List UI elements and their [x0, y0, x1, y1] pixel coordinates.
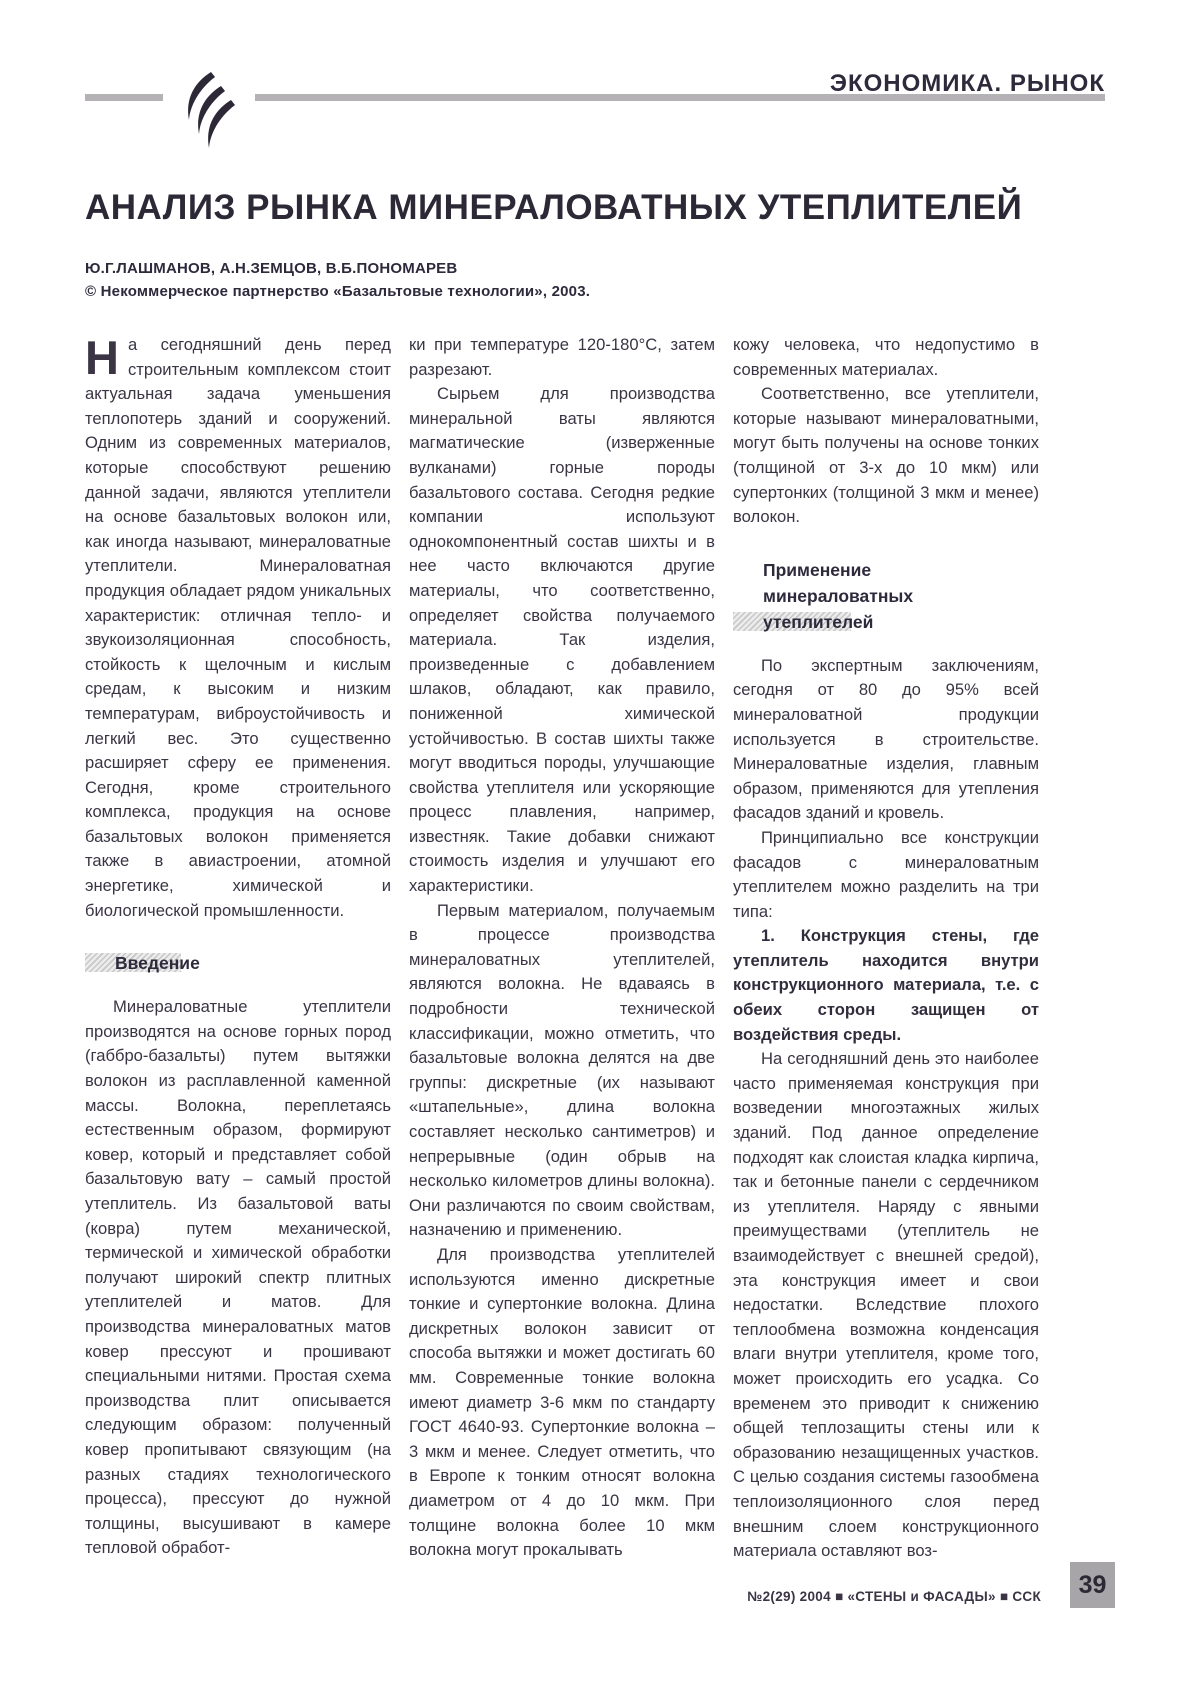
paragraph: Для производства утеплителей используются именно дискретные тонкие и супертонкие волокна. Длина дискретных волокон зависит от способа вытяжки и может достигать 60 мм. Современные тонкие волокна имеют диаметр 3-6 мкм по стандарту ГОСТ 4640-93. Супертонкие волокна – 3 мкм и менее. Следует отметить, что в Европе к тонким относят волокна диаметром от 4 до 10 мкм. При толщине волокна более 10 мкм волокна могут прокалывать — [409, 1244, 715, 1560]
paragraph-text: а сегодняшний день перед строительным комплексом стоит актуальная задача уменьшения теплопотерь зданий и сооружений. Одним из современных материалов, которые способствуют решению данной задачи, являются утеплители на основе базальтовых волокон или, как иногда называют, минераловатные утеплители. Минераловатная продукция обладает рядом уникальных характеристик: отличная тепло- и звукоизоляционная способность, стойкость к щелочным и кислым средам, к высоким и низким температурам, виброустойчивость и легкий вес. Это существенно расширяет сферу ее применения. Сегодня, кроме строительного комплекса, продукция на основе базальтовых волокон применяется также в авиастроении, атомной энергетике, химической и биологической промышленности. — [85, 335, 391, 920]
authors-line: Ю.Г.ЛАШМАНОВ, А.Н.ЗЕМЦОВ, В.Б.ПОНОМАРЕВ — [85, 260, 458, 277]
column-2 — [409, 333, 715, 1564]
paragraph: Соответственно, все утеплители, которые называют минераловатными, могут быть получены на основе тонких (толщиной от 3-х до 10 мкм) или супертонких (толщиной 3 мкм и менее) волокон. — [733, 384, 1039, 527]
section-label: ЭКОНОМИКА. РЫНОК — [829, 70, 1105, 97]
publisher-logo — [163, 70, 255, 180]
paragraph — [85, 333, 391, 923]
paragraph: кожу человека, что недопустимо в современных материалах. — [733, 335, 1039, 379]
paragraph: На сегодняшний день это наиболее часто применяемая конструкция при возведении многоэтажных жилых зданий. Под данное определение подходят как слоистая кладка кирпича, так и бетонные панели с сердечником из утеплителя. Наряду с явными преимуществами (утеплитель не взаимодействует с внешней средой), эта конструкция имеет и свои недостатки. Вследствие плохого теплообмена возможна конденсация влаги внутри утеплителя, кроме того, может происходить его усадка. Со временем это приводит к снижению общей теплозащиты стены или к образованию незащищенных участков. С целью создания системы газообмена теплоизоляционного слоя перед внешним слоем конструкционного материала оставляют воз- — [733, 1049, 1039, 1561]
footer-issue-line: №2(29) 2004 ■ «СТЕНЫ и ФАСАДЫ» ■ ССК — [747, 1589, 1041, 1604]
heading-application — [733, 557, 1039, 635]
paragraph: Принципиально все конструкции фасадов с минераловатным утеплителем можно разделить на три типа: — [733, 827, 1039, 921]
column-3 — [733, 333, 1039, 1564]
paragraph: Сырьем для производства минеральной ваты являются магматические (изверженные вулканами) горные породы базальтового состава. Сегодня редкие компании используют однокомпонентный состав шихты и в нее часто включаются другие материалы, что соответственно, определяет свойства получаемого материала. Так изделия, произведенные с добавлением шлаков, обладают, как правило, пониженной химической устойчивостью. В состав шихты также могут вводиться породы, улучшающие свойства утеплителя или ускоряющие процесс плавления, например, известняк. Такие добавки снижают стоимость изделия и улучшают его характеристики. — [409, 384, 715, 896]
heading-text: Введение — [115, 953, 200, 974]
copyright-line: © Некоммерческое партнерство «Базальтовые технологии», 2003. — [85, 283, 591, 300]
page-title: АНАЛИЗ РЫНКА МИНЕРАЛОВАТНЫХ УТЕПЛИТЕЛЕЙ — [85, 188, 1023, 227]
three-leaves-icon — [169, 70, 249, 178]
paragraph-bold-type1: 1. Конструкция стены, где утеплитель находится внутри конструкционного материала, т.е. с обеих сторон защищен от воздействия среды. — [733, 926, 1039, 1044]
heading-introduction — [85, 950, 391, 976]
paragraph: По экспертным заключениям, сегодня от 80 до 95% всей минераловатной продукции используется в строительстве. Минераловатные изделия, главным образом, применяются для утепления фасадов зданий и кровель. — [733, 655, 1039, 823]
article-body — [85, 333, 1041, 1564]
column-1 — [85, 333, 391, 1564]
page-number-badge: 39 — [1070, 1562, 1115, 1608]
paragraph: Первым материалом, получаемым в процессе производства минераловатных утеплителей, являются волокна. Не вдаваясь в подробности технической классификации, можно отметить, что базальтовые волокна делятся на две группы: дискретные (их называют «штапельные», длина волокна составляет несколько сантиметров) и непрерывные (один обрыв на несколько километров длины волокна). Они различаются по своим свойствам, назначению и применению. — [409, 900, 715, 1240]
heading-text: Применение минераловатных утеплителей — [763, 559, 914, 632]
paragraph: ки при температуре 120-180°С, затем разрезают. — [409, 335, 715, 379]
paragraph: Минераловатные утеплители производятся на основе горных пород (габбро-базальты) путем вытяжки волокон из расплавленной каменной массы. Волокна, переплетаясь естественным образом, формируют ковер, который и представляет собой базальтовую вату – самый простой утеплитель. Из базальтовой ваты (ковра) путем механической, термической и химической обработки получают широкий спектр плитных утеплителей и матов. Для производства минераловатных матов ковер прессуют и прошивают специальными нитями. Простая схема производства плит описывается следующим образом: полученный ковер пропитывают связующим (на разных стадиях технологического процесса), прессуют до нужной толщины, высушивают в камере тепловой обработ- — [85, 997, 391, 1558]
drop-cap: Н — [85, 331, 119, 384]
